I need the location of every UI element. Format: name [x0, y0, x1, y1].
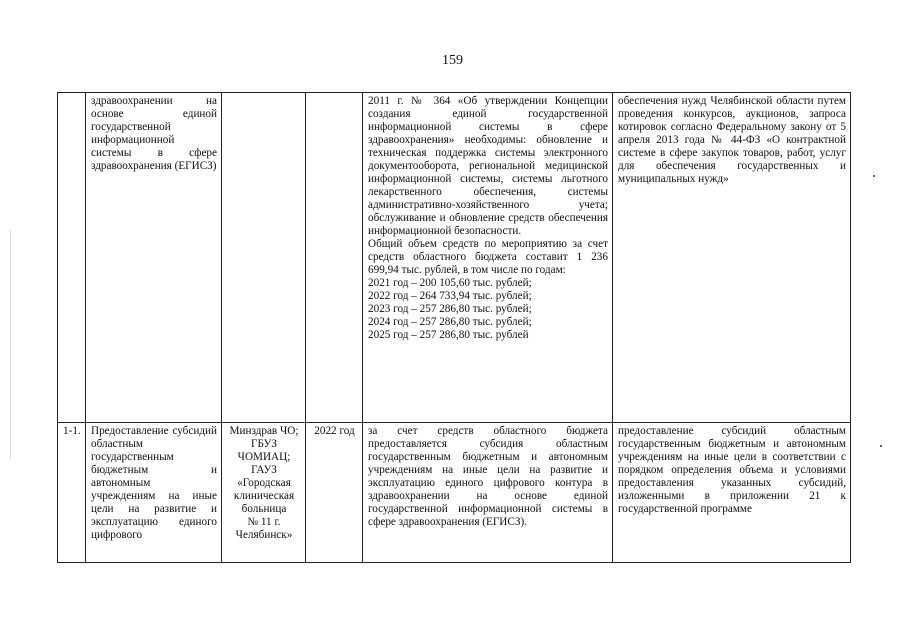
implementation-mechanism-cell: обеспечения нужд Челябинской области путем проведения конкурсов, аукционов, запроса котировок согласно Федеральному закону от 5 апреля 2013 года № 44-ФЗ «О контрактной системе в сфере закупок товаров, работ, услуг для обеспечения государственных и муниципальных нужд»	[613, 93, 851, 423]
period-cell: 2022 год	[306, 423, 363, 563]
row-number-cell	[58, 93, 86, 423]
funding-year-line: 2022 год – 264 733,94 тыс. рублей;	[368, 290, 532, 302]
measure-description-cell: за счет средств областного бюджета предоставляется субсидия областным государственным бюджетным и автономным учреждениям на иные цели на развитие и эксплуатацию единого цифрового контура в здравоохранении на основе единой государственной информационной системы в сфере здравоохранения (ЕГИСЗ).	[363, 423, 613, 563]
scan-margin-line	[10, 230, 11, 460]
implementation-mechanism-cell: предоставление субсидий областным государственным бюджетным и автономным учреждениям на иные цели в соответствии с порядком определения объема и условиями предоставления указанных субсидий, изложенными в приложении 21 к государственной программе	[613, 423, 851, 563]
scan-speck	[880, 445, 882, 447]
period-cell	[306, 93, 363, 423]
funding-year-line: 2021 год – 200 105,60 тыс. рублей;	[368, 277, 532, 289]
measure-description-cell	[363, 93, 613, 423]
table-row	[58, 423, 851, 563]
table-row	[58, 93, 851, 423]
funding-year-line: 2024 год – 257 286,80 тыс. рублей;	[368, 316, 532, 328]
executor-cell: Минздрав ЧО; ГБУЗ ЧОМИАЦ; ГАУЗ «Городская клиническая больница № 11 г. Челябинск»	[222, 423, 306, 563]
funding-year-line: 2023 год – 257 286,80 тыс. рублей;	[368, 303, 532, 315]
measure-name-cell: здравоохранении на основе единой государственной информационной системы в сфере здравоохранения (ЕГИСЗ)	[86, 93, 222, 423]
executor-cell	[222, 93, 306, 423]
scan-speck	[873, 175, 875, 177]
description-text: 2011 г. № 364 «Об утверждении Концепции создания единой государственной информационной системы в сфере здравоохранения» необходимы: обновление и техническая поддержка системы электронного документооборота, региональной медицинской информационной системы, системы льготного лекарственного обеспечения, системы административно-хозяйственного учета; обслуживание и обновление средств обеспечения информационной безопасности.	[368, 95, 608, 237]
program-measures-table	[57, 92, 851, 563]
measure-name-cell: Предоставление субсидий областным государственным бюджетным и автономным учреждениям на иные цели на развитие и эксплуатацию единого цифрового	[86, 423, 222, 563]
row-number-cell: 1-1.	[58, 423, 86, 563]
page-number: 159	[442, 53, 463, 68]
funding-year-line: 2025 год – 257 286,80 тыс. рублей	[368, 329, 529, 341]
funding-total-text: Общий объем средств по мероприятию за счет средств областного бюджета составит 1 236 699,94 тыс. рублей, в том числе по годам:	[368, 238, 608, 276]
